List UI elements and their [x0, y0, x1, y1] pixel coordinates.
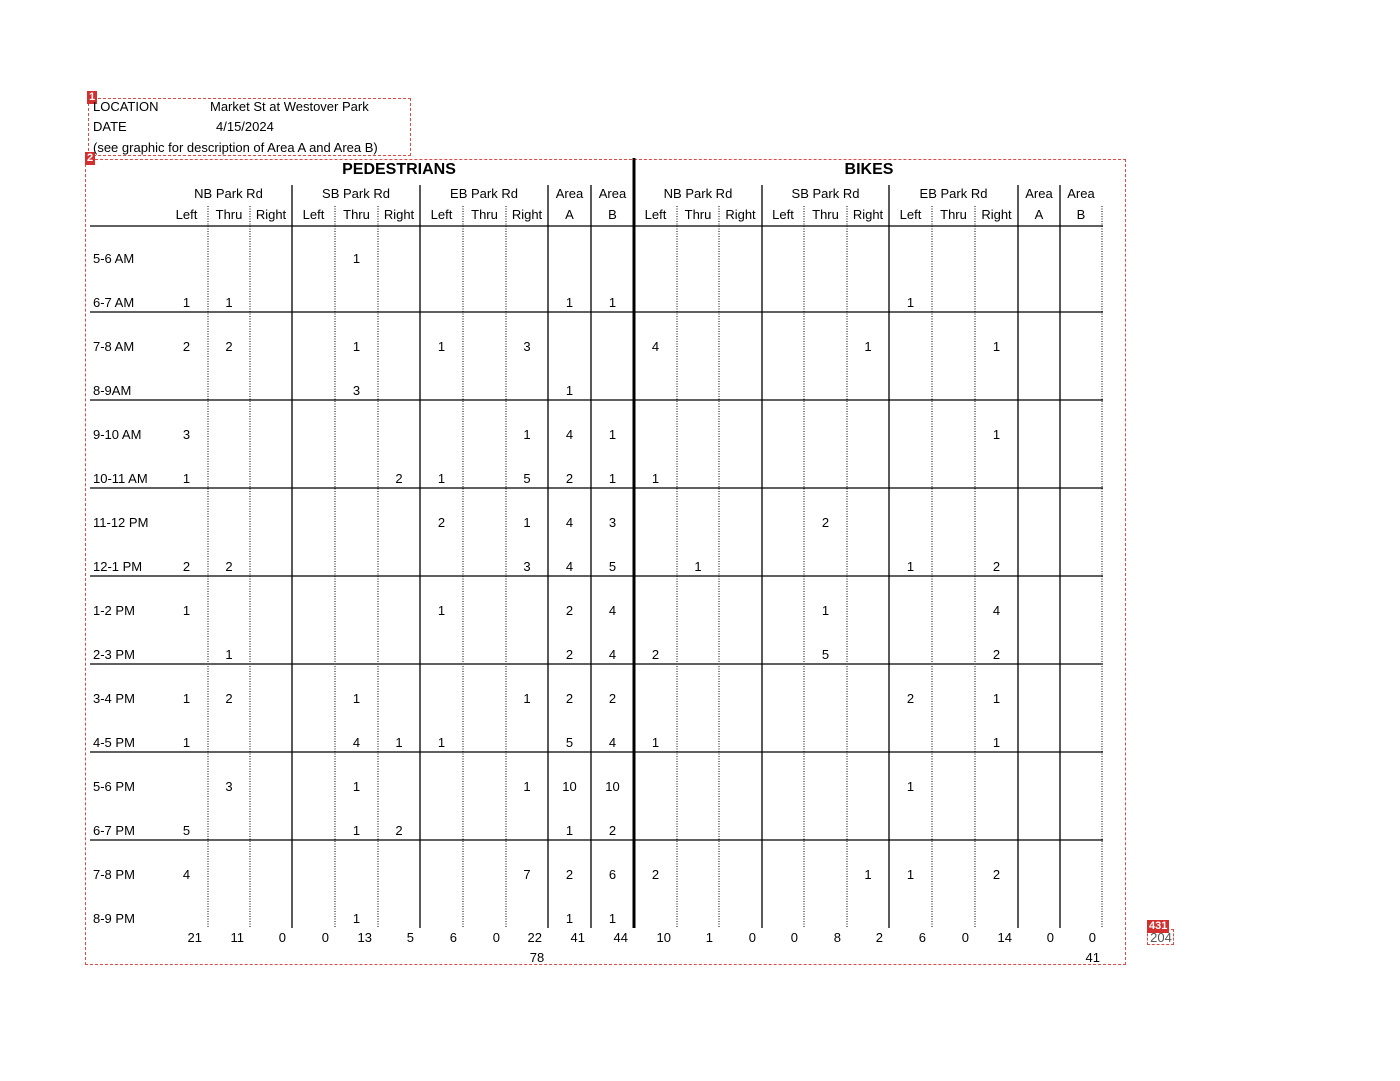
count-cell: 4	[608, 603, 617, 618]
row-time-label: 7-8 AM	[93, 339, 135, 354]
total-cell: 11	[230, 930, 244, 945]
area-header-letter: B	[608, 207, 617, 222]
count-cell: 2	[565, 691, 574, 706]
count-cell: 1	[608, 471, 617, 486]
count-cell: 1	[608, 911, 617, 926]
row-time-label: 1-2 PM	[93, 603, 135, 618]
row-time-label: 6-7 AM	[93, 295, 135, 310]
row-time-label: 8-9 PM	[93, 911, 135, 926]
count-cell: 10	[605, 779, 620, 794]
total-cell: 6	[918, 930, 926, 945]
area-header: Area	[598, 186, 627, 201]
area-header-letter: A	[565, 207, 574, 222]
group-header: EB Park Rd	[450, 186, 518, 201]
count-cell: 1	[352, 691, 361, 706]
location-line	[93, 99, 369, 114]
row-time-label: 12-1 PM	[93, 559, 143, 574]
annotation-tag-431: 431	[1149, 920, 1168, 932]
row-time-label: 5-6 AM	[93, 251, 135, 266]
count-cell: 4	[651, 339, 660, 354]
count-cell: 1	[906, 779, 915, 794]
count-cell: 1	[906, 295, 915, 310]
count-cell: 1	[182, 735, 191, 750]
count-cell: 3	[523, 559, 531, 574]
total-cell: 44	[613, 930, 628, 945]
date-line	[93, 119, 274, 134]
count-cell: 2	[395, 823, 403, 838]
count-cell: 1	[565, 295, 574, 310]
count-cell: 4	[565, 515, 574, 530]
count-cell: 1	[182, 603, 191, 618]
count-cell: 1	[437, 603, 446, 618]
count-cell: 1	[437, 471, 446, 486]
count-cell: 1	[565, 823, 574, 838]
count-cell: 1	[523, 691, 531, 706]
count-cell: 1	[992, 339, 1001, 354]
area-header-letter: A	[1034, 207, 1044, 222]
row-time-label: 9-10 AM	[93, 427, 142, 442]
movement-header: Thru	[471, 207, 498, 222]
count-cell: 2	[225, 339, 233, 354]
count-cell: 4	[565, 559, 574, 574]
count-cell: 5	[608, 559, 617, 574]
count-cell: 1	[651, 471, 660, 486]
movement-header: Right	[255, 207, 287, 222]
count-cell: 3	[182, 427, 191, 442]
total-cell: 0	[492, 930, 500, 945]
count-cell: 2	[906, 691, 915, 706]
total-cell: 21	[187, 930, 202, 945]
count-cell: 1	[182, 691, 191, 706]
count-cell: 3	[523, 339, 531, 354]
section-title-bikes: BIKES	[844, 161, 894, 178]
count-cell: 1	[352, 779, 361, 794]
count-cell: 1	[437, 339, 446, 354]
group-header: SB Park Rd	[791, 186, 860, 201]
date-value: 4/15/2024	[216, 119, 274, 134]
area-header-letter: B	[1076, 207, 1086, 222]
row-time-label: 3-4 PM	[93, 691, 135, 706]
movement-header: Thru	[343, 207, 370, 222]
total-cell: 5	[406, 930, 414, 945]
count-cell: 6	[608, 867, 617, 882]
count-cell: 5	[565, 735, 574, 750]
count-cell: 1	[437, 735, 446, 750]
count-cell: 2	[225, 691, 233, 706]
total-cell: 0	[748, 930, 756, 945]
movement-header: Thru	[940, 207, 967, 222]
count-cell: 2	[608, 823, 617, 838]
count-cell: 1	[992, 427, 1001, 442]
movement-header: Right	[852, 207, 884, 222]
count-cell: 1	[565, 911, 574, 926]
count-cell: 2	[651, 867, 660, 882]
location-label: LOCATION	[93, 99, 159, 114]
total-cell: 0	[961, 930, 969, 945]
count-cell: 1	[821, 603, 830, 618]
count-cell: 2	[992, 559, 1001, 574]
count-cell: 4	[608, 735, 617, 750]
count-cell: 3	[225, 779, 233, 794]
count-cell: 1	[395, 735, 403, 750]
count-cell: 2	[395, 471, 403, 486]
row-time-label: 6-7 PM	[93, 823, 135, 838]
count-cell: 2	[821, 515, 830, 530]
count-cell: 1	[352, 251, 361, 266]
annotation-tag-2: 2	[87, 152, 94, 164]
count-cell: 1	[864, 339, 872, 354]
total-cell: 0	[1046, 930, 1054, 945]
date-label: DATE	[93, 119, 127, 134]
group-header: EB Park Rd	[919, 186, 988, 201]
total-cell: 13	[357, 930, 372, 945]
count-cell: 2	[565, 471, 574, 486]
total-cell: 0	[1088, 930, 1096, 945]
row-time-label: 8-9AM	[93, 383, 132, 398]
count-cell: 4	[565, 427, 574, 442]
count-cell: 1	[352, 823, 361, 838]
movement-header: Right	[981, 207, 1012, 222]
movement-header: Thru	[812, 207, 839, 222]
count-cell: 1	[523, 779, 531, 794]
area-header: Area	[1067, 186, 1095, 201]
bike-grand-total: 41	[1085, 950, 1100, 965]
count-cell: 1	[694, 559, 702, 574]
section-title-pedestrians: PEDESTRIANS	[342, 161, 456, 178]
total-cell: 10	[656, 930, 671, 945]
total-cell: 0	[278, 930, 286, 945]
count-cell: 3	[352, 383, 361, 398]
count-cell: 1	[225, 647, 233, 662]
count-cell: 2	[992, 647, 1001, 662]
count-cell: 2	[225, 559, 233, 574]
count-cell: 1	[352, 339, 361, 354]
movement-header: Left	[175, 207, 198, 222]
count-cell: 4	[352, 735, 361, 750]
movement-header: Left	[899, 207, 922, 222]
count-cell: 10	[562, 779, 577, 794]
count-cell: 1	[225, 295, 233, 310]
movement-header: Right	[725, 207, 756, 222]
count-cell: 1	[182, 471, 191, 486]
count-cell: 1	[182, 295, 191, 310]
count-cell: 2	[992, 867, 1001, 882]
count-cell: 5	[182, 823, 191, 838]
area-header: Area	[1025, 186, 1053, 201]
row-time-label: 4-5 PM	[93, 735, 135, 750]
total-cell: 8	[833, 930, 841, 945]
movement-header: Right	[383, 207, 415, 222]
count-cell: 1	[608, 427, 617, 442]
count-cell: 1	[992, 735, 1001, 750]
overall-total: 204	[1150, 930, 1172, 945]
count-cell: 1	[906, 867, 915, 882]
total-cell: 0	[321, 930, 329, 945]
row-time-label: 11-12 PM	[93, 515, 149, 530]
count-cell: 2	[608, 691, 617, 706]
count-cell: 1	[523, 427, 531, 442]
total-cell: 2	[875, 930, 883, 945]
count-cell: 1	[565, 383, 574, 398]
movement-header: Left	[644, 207, 667, 222]
movement-header: Thru	[215, 207, 243, 222]
total-cell: 22	[527, 930, 542, 945]
row-time-label: 10-11 AM	[93, 471, 148, 486]
count-cell: 4	[182, 867, 191, 882]
total-cell: 1	[705, 930, 713, 945]
total-cell: 6	[449, 930, 457, 945]
count-cell: 1	[608, 295, 617, 310]
count-cell: 2	[437, 515, 446, 530]
count-cell: 4	[608, 647, 617, 662]
row-time-label: 2-3 PM	[93, 647, 135, 662]
count-cell: 2	[651, 647, 660, 662]
count-cell: 5	[821, 647, 830, 662]
count-cell: 2	[565, 603, 574, 618]
count-cell: 3	[608, 515, 617, 530]
count-cell: 1	[992, 691, 1001, 706]
movement-header: Thru	[684, 207, 712, 222]
count-cell: 2	[182, 559, 191, 574]
total-cell: 41	[570, 930, 585, 945]
count-cell: 2	[565, 647, 574, 662]
movement-header: Left	[772, 207, 794, 222]
count-cell: 2	[565, 867, 574, 882]
group-header: SB Park Rd	[322, 186, 390, 201]
count-cell: 4	[992, 603, 1001, 618]
count-cell: 5	[523, 471, 531, 486]
count-cell: 1	[651, 735, 660, 750]
pedestrian-grand-total: 78	[529, 950, 545, 965]
annotation-tag-1: 1	[89, 91, 96, 103]
count-cell: 1	[864, 867, 872, 882]
area-note: (see graphic for description of Area A and Area B)	[93, 140, 378, 155]
total-cell: 0	[790, 930, 798, 945]
count-cell: 7	[523, 867, 531, 882]
count-cell: 1	[352, 911, 361, 926]
area-header: Area	[555, 186, 584, 201]
count-cell: 1	[906, 559, 915, 574]
movement-header: Left	[430, 207, 453, 222]
group-header: NB Park Rd	[194, 186, 263, 201]
count-cell: 2	[182, 339, 191, 354]
movement-header: Right	[511, 207, 543, 222]
row-time-label: 7-8 PM	[93, 867, 135, 882]
group-header: NB Park Rd	[663, 186, 733, 201]
total-cell: 14	[997, 930, 1012, 945]
location-value: Market St at Westover Park	[210, 99, 369, 114]
count-cell: 1	[523, 515, 531, 530]
movement-header: Left	[302, 207, 325, 222]
row-time-label: 5-6 PM	[93, 779, 135, 794]
